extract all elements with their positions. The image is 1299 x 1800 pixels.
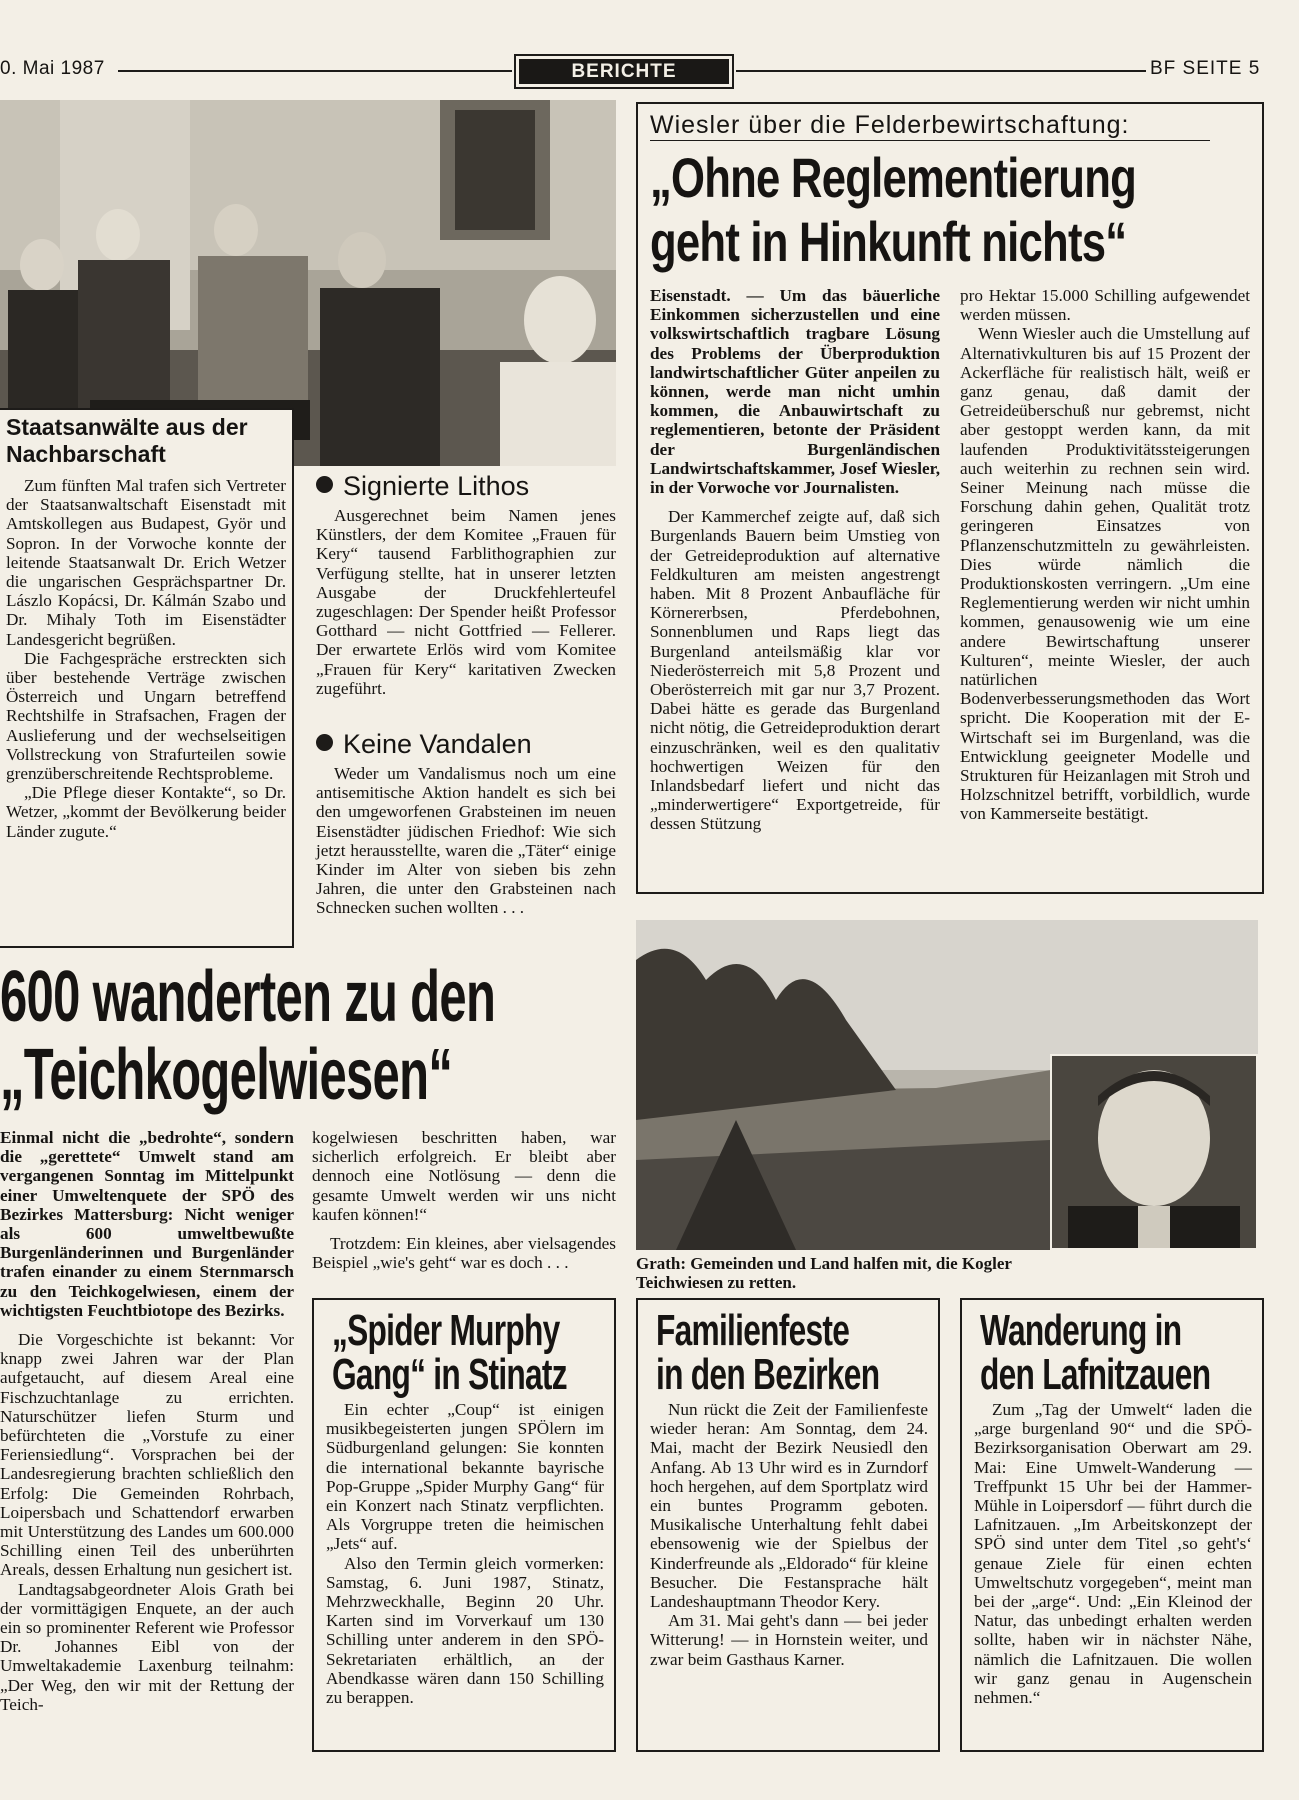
lithos-headline-row <box>316 470 616 502</box>
section-label: BERICHTE <box>519 59 729 84</box>
staatsanwaelte-body <box>6 476 286 841</box>
wiesler-p1: Der Kammerchef zeigte auf, daß sich Burgenlands Bauern beim Umstieg von der Getreideproduktion auf alternative Feldkulturen am meisten angestrengt haben. Mit 8 Prozent Anbaufläche für Körnererbsen, Pferdebohnen, Sonnenblumen und Raps liegt das Burgenland anteilsmäßig klar vor Niederösterreich mit 5,8 Prozent und Oberösterreich mit gar nur 3,7 Prozent. Dabei hätte es gerade das Burgenland nicht nötig, die Getreideproduktion derart einzuschränken, weil es den qualitativ hochwertigen Weizen für den Inlandsbedarf liefert und nicht das „minderwertigere“ Exportgetreide, für dessen Stützung <box>650 507 940 834</box>
familienfeste-p1: Nun rückt die Zeit der Familienfeste wieder heran: Am Sonntag, dem 24. Mai, macht der Bezirk Neusiedl den Anfang. Ab 13 Uhr wird es in Zurndorf hoch hergehen, auf dem Sportplatz wird ein buntes Programm geboten. Musikalische Unterhaltung fehlt dabei ebensowenig wie der Spielbus der Kinderfreunde als „Eldorado“ für kleine Besucher. Die Festansprache hält Landeshauptmann Theodor Kery. <box>650 1400 928 1612</box>
lafnitz-p1: Zum „Tag der Umwelt“ laden die „arge burgenland 90“ und die SPÖ-Bezirksorganisation Oberwart am 29. Mai: Eine Umwelt-Wanderung — Treffpunkt 15 Uhr bei der Hammer-Mühle in Loipersdorf — führt durch die Lafnitzauen. „Im Arbeitskonzept der SPÖ sind unter dem Titel ‚so geht's‘ genaue Ziele für einen echten Umweltschutz vorgegeben“, meint man bei der „arge“. Und: „Ein Kleinod der Natur, das unbedingt erhalten werden sollte, haben wir in nächster Nähe, nämlich die Lafnitzauen. Die wollen wir ganz genau in Augenschein nehmen.“ <box>974 1400 1252 1708</box>
wiesler-headline-line1: „Ohne Reglementierung <box>650 146 1137 209</box>
familienfeste-box <box>636 1298 940 1752</box>
familienfeste-headline-line1: Familienfeste <box>656 1306 850 1355</box>
staatsanwaelte-p3: „Die Pflege dieser Kontakte“, so Dr. Wetzer, „kommt der Bevölkerung beider Länder zugute.“ <box>6 783 286 841</box>
lafnitz-headline-line2: den Lafnitzauen <box>980 1350 1211 1399</box>
teichkogel-p1: Die Vorgeschichte ist bekannt: Vor knapp zwei Jahren war der Plan aufgetaucht, auf diesem Areal eine Fischzuchtanlage zu errichten. Naturschützer liefen Sturm und befürchteten die „Vorstufe zu einer Feriensiedlung“. Vorsprachen bei der Landesregierung brachten schließlich den Erfolg: Die Gemeinden Rohrbach, Loipersbach und Schattendorf erwarben mit Unterstützung des Landes um 600.000 Schilling einen Teil des unberührten Areals, dessen Erhaltung nun gesichert ist. <box>0 1330 294 1580</box>
vandalen-article <box>316 728 616 918</box>
vandalen-headline-row <box>316 728 616 760</box>
teichkogel-headline <box>0 958 616 1118</box>
teichkogel-lead: Einmal nicht die „bedrohte“, sondern die „gerettete“ Umwelt stand am vergangenen Sonntag im Mittelpunkt einer Umweltenquete der SPÖ des Bezirkes Mattersburg: Nicht weniger als 600 umweltbewußte Burgenländerinnen und Burgenländer trafen einander zu einem Sternmarsch zu den Teichkogelwiesen, einem der wichtigsten Feuchtbiotope des Bezirks. <box>0 1128 294 1320</box>
lithos-article <box>316 470 616 698</box>
teichkogel-col2 <box>312 1128 616 1272</box>
lithos-text: Ausgerechnet beim Namen jenes Künstlers, der dem Komitee „Frauen für Kery“ tausend Farblithographien zur Verfügung stellte, hat in unserer letzten Ausgabe der Druckfehlerteufel zugeschlagen: Der Spender heißt Professor Gotthard — nicht Gottfried — Fellerer. Der erwartete Erlös wird vom Komitee „Frauen für Kery“ karitativen Zwecken zugeführt. <box>316 506 616 698</box>
page-date: 0. Mai 1987 <box>0 58 105 79</box>
header-rule-left <box>118 70 512 72</box>
grath-portrait <box>1050 1054 1258 1250</box>
staatsanwaelte-p2: Die Fachgespräche erstreckten sich über bestehende Verträge zwischen Österreich und Ungarn betreffend Rechtshilfe in Strafsachen, Fragen der Auslieferung und der wechselseitigen Vollstreckung von Strafurteilen sowie grenzüberschreitende Rechtsprobleme. <box>6 648 286 784</box>
vandalen-body <box>316 764 616 918</box>
header-rule-right <box>736 70 1146 72</box>
teichkogel-col1 <box>0 1128 294 1796</box>
familienfeste-headline-line2: in den Bezirken <box>656 1350 880 1399</box>
spider-p1: Ein echter „Coup“ ist einigen musikbegeisterten jungen SPÖlern im Südburgenland gelungen: Sie konnten die international bekannte bayrische Pop-Gruppe „Spider Murphy Gang“ für ein Konzert nach Stinatz verpflichten. Als Vorgruppe treten die heimischen „Jets“ auf. <box>326 1400 604 1554</box>
wiesler-kicker: Wiesler über die Felderbewirtschaftung: <box>650 111 1130 139</box>
teichkogel-p4: Trotzdem: Ein kleines, aber vielsagendes Beispiel „wie's geht“ war es doch . . . <box>312 1234 616 1273</box>
familienfeste-headline <box>650 1308 928 1400</box>
spider-box <box>312 1298 616 1752</box>
wiesler-headline <box>650 147 1252 277</box>
vandalen-headline: Keine Vandalen <box>343 729 532 759</box>
vandalen-text: Weder um Vandalismus noch um eine antisemitische Aktion handelt es sich bei den umgeworfenen Grabsteinen im neuen Eisenstädter jüdischen Friedhof: Wie sich jetzt herausstellte, waren die „Täter“ einige Kinder im Alter von sieben bis zehn Jahren, die unter den Grabsteinen nach Schnecken suchen wollten . . . <box>316 764 616 918</box>
teichkogel-p3: kogelwiesen beschritten haben, war sicherlich erfolgreich. Er bleibt aber dennoch eine Notlösung — denn die gesamte Umwelt werden wir uns nicht kaufen können!“ <box>312 1128 616 1224</box>
teichkogel-p2: Landtagsabgeordneter Alois Grath bei der vormittägigen Enquete, an der auch ein so prominenter Referent wie Professor Dr. Johannes Eibl von der Umweltakademie Laxenburg teilnahm: „Der Weg, den wir mit der Rettung der Teich- <box>0 1579 294 1714</box>
bullet-icon <box>316 476 333 493</box>
wiesler-kicker-rule <box>650 140 1210 141</box>
familienfeste-p2: Am 31. Mai geht's dann — bei jeder Witterung! — in Hornstein weiter, und zwar beim Gasthaus Karner. <box>650 1611 928 1669</box>
wiesler-headline-line2: geht in Hinkunft nichts“ <box>650 210 1127 273</box>
photo-caption: Grath: Gemeinden und Land halfen mit, die Kogler Teichwiesen zu retten. <box>636 1254 1012 1292</box>
wiesler-col2 <box>960 286 1250 824</box>
staatsanwaelte-headline: Staatsanwälte aus der Nachbarschaft <box>6 414 248 467</box>
spider-p2: Also den Termin gleich vormerken: Samstag, 6. Juni 1987, Stinatz, Mehrzweckhalle, Beginn 20 Uhr. Karten sind im Vorverkauf um 130 Schilling unter anderem in den SPÖ-Sekretariaten erhältlich, an der Abendkasse wären dann 150 Schilling zu berappen. <box>326 1553 604 1708</box>
lafnitz-box <box>960 1298 1264 1752</box>
wiesler-lead: Eisenstadt. — Um das bäuerliche Einkommen sicherzustellen und eine volkswirtschaftlich tragbare Lösung des Problems der Überproduktion landwirtschaftlicher Güter anpeilen zu können, werde man nicht umhin kommen, die Anbauwirtschaft zu reglementieren, betonte der Präsident der Burgenländischen Landwirtschaftskammer, Josef Wiesler, in der Vorwoche vor Journalisten. <box>650 286 940 498</box>
wiesler-p3: Wenn Wiesler auch die Umstellung auf Alternativkulturen bis auf 15 Prozent der Ackerfläche für realistisch hält, weiß er ganz genau, daß damit der Getreideüberschuß nur gebremst, nicht aber gestoppt werden kann, da mit laufenden Produktivitätssteigerungen auch weiterhin zu rechnen sein wird. Seiner Meinung nach müsse die Forschung dahin gehen, Qualität trotz geringeren Einsatzes von Pflanzenschutzmitteln zu gewährleisten. Dies würde nämlich die Produktionskosten verringern. „Um eine Reglementierung werden wir nicht umhin kommen, genausowenig wie um eine andere Bewirtschaftung unserer Kulturen“, meinte Wiesler, der auch natürlichen Bodenverbesserungsmethoden das Wort spricht. Die Kooperation mit der E-Wirtschaft sei im Burgenland, was die Entwicklung geeigneter Modelle und Strukturen für Heizanlagen mit Stroh und Holzschnitzel betrifft, vorbildlich, wurde von Kammerseite bestätigt. <box>960 324 1250 824</box>
staatsanwaelte-p1: Zum fünften Mal trafen sich Vertreter der Staatsanwaltschaft Eisenstadt mit Amtskollegen aus Budapest, Györ und Sopron. In der Vorwoche konnte der leitende Staatsanwalt Dr. Erich Wetzer die ungarischen Gesprächspartner Dr. Lászlo Kopácsi, Dr. Kálmán Szabo und Dr. Mihaly Toth im Eisenstädter Landesgericht begrüßen. <box>6 476 286 649</box>
spider-body <box>326 1400 604 1707</box>
bullet-icon <box>316 734 333 751</box>
spider-headline <box>326 1308 604 1400</box>
grath-portrait-image <box>1052 1056 1256 1248</box>
lafnitz-body <box>974 1400 1252 1707</box>
spider-headline-line1: „Spider Murphy <box>332 1306 560 1355</box>
staatsanwaelte-box <box>0 408 294 948</box>
lithos-headline: Signierte Lithos <box>343 471 530 501</box>
lithos-body <box>316 506 616 698</box>
teichkogel-headline-line1: 600 wanderten zu den <box>0 958 496 1037</box>
section-banner <box>514 54 734 89</box>
teichkogel-headline-line2: „Teichkogelwiesen“ <box>0 1035 453 1115</box>
wiesler-box <box>636 102 1264 894</box>
lafnitz-headline-line1: Wanderung in <box>980 1306 1182 1355</box>
wiesler-p2: pro Hektar 15.000 Schilling aufgewendet werden müssen. <box>960 286 1250 325</box>
wiesler-col1 <box>650 286 940 834</box>
lafnitz-headline <box>974 1308 1252 1400</box>
familienfeste-body <box>650 1400 928 1669</box>
spider-headline-line2: Gang“ in Stinatz <box>332 1350 567 1399</box>
page-label: BF SEITE 5 <box>1150 58 1261 79</box>
